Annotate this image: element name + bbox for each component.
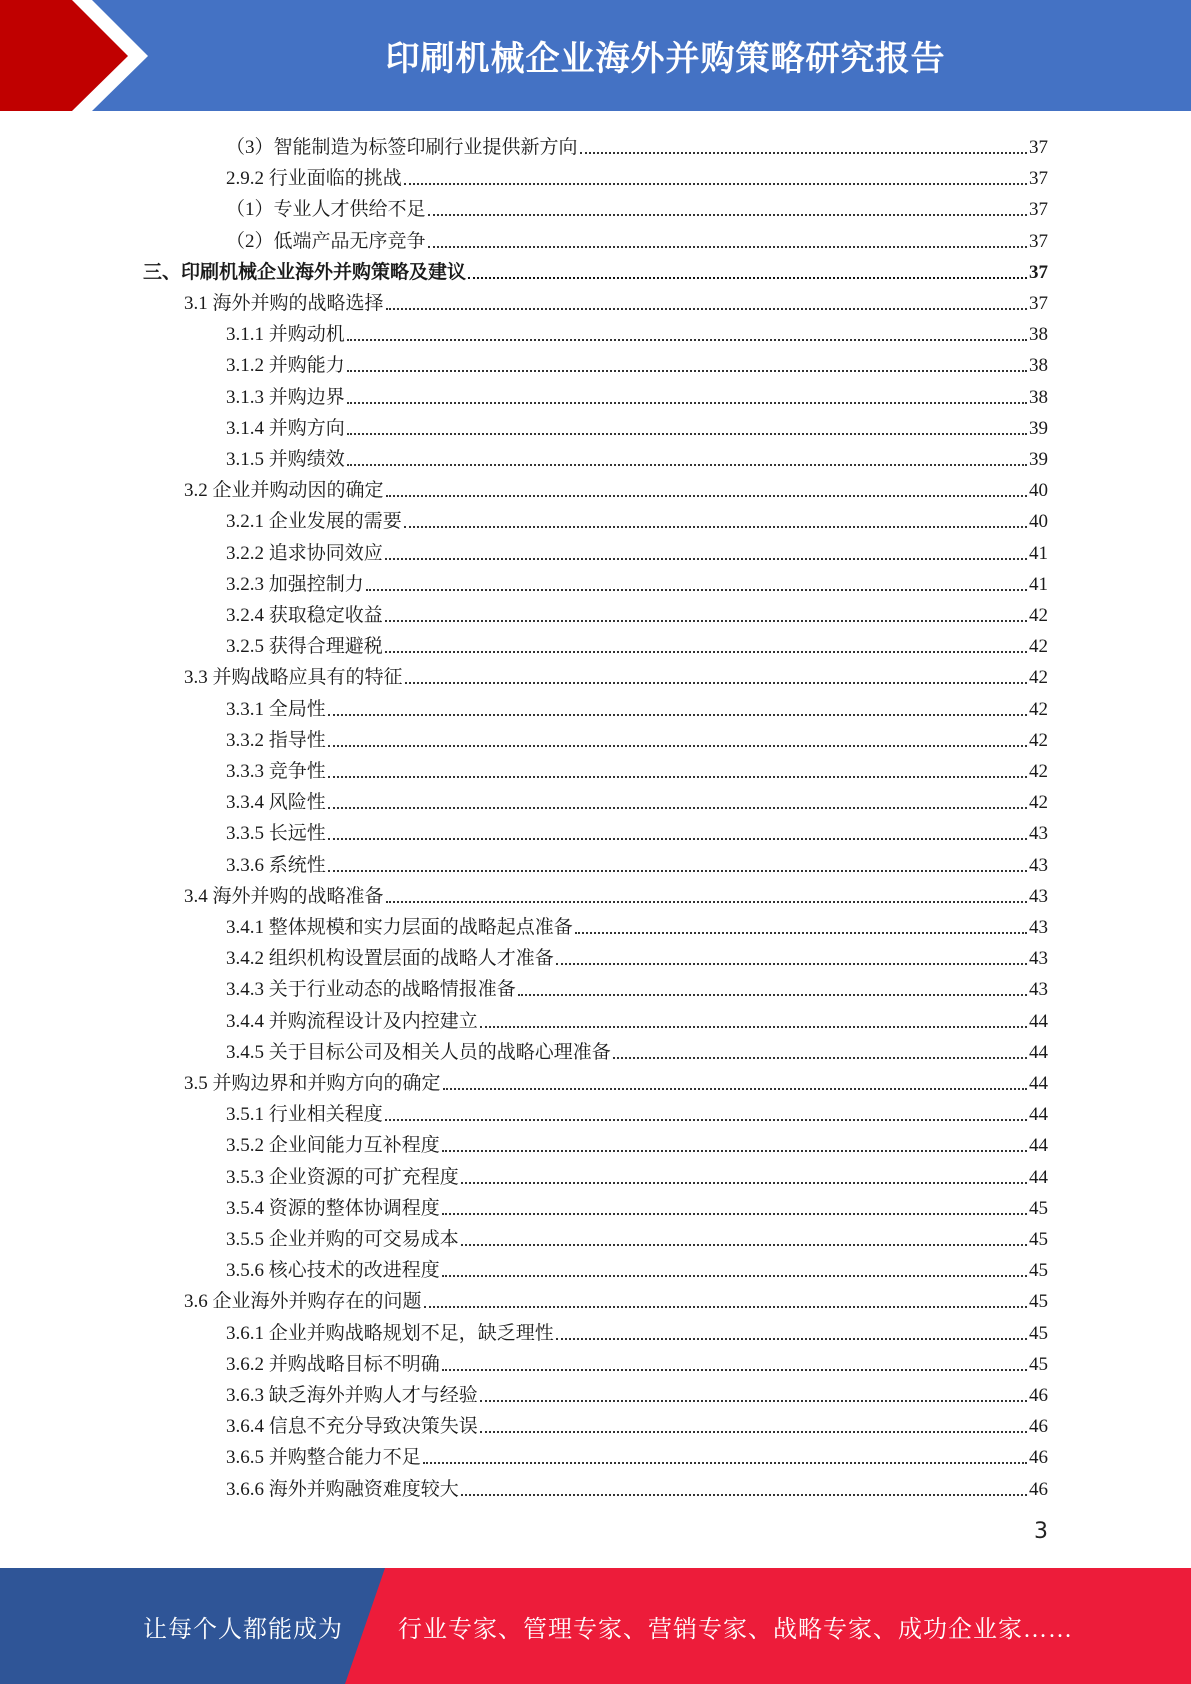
- toc-entry-title: 3.3.3 竞争性: [226, 761, 326, 782]
- toc-entry-page: 46: [1029, 1478, 1048, 1500]
- toc-entry[interactable]: [226, 565, 1048, 596]
- toc-entry[interactable]: [226, 1345, 1048, 1376]
- toc-dot-leader: [328, 745, 1027, 747]
- toc-entry-title: 3.3 并购战略应具有的特征: [184, 667, 403, 689]
- toc-dot-leader: [386, 308, 1027, 310]
- toc-entry-title: （2）低端产品无序竞争: [226, 230, 426, 252]
- toc-entry[interactable]: [184, 658, 1048, 689]
- toc-entry-page: 46: [1029, 1416, 1048, 1438]
- toc-entry[interactable]: [226, 970, 1048, 1001]
- toc-entry[interactable]: [226, 1407, 1048, 1438]
- toc-entry-title: 3.1 海外并购的战略选择: [184, 293, 384, 314]
- toc-entry-page: 41: [1029, 573, 1048, 595]
- toc-entry-title: 3.6.3 缺乏海外并购人才与经验: [226, 1385, 478, 1406]
- toc-dot-leader: [347, 433, 1027, 435]
- toc-entry-page: 45: [1029, 1197, 1048, 1219]
- toc-entry-page: 44: [1029, 1135, 1048, 1157]
- toc-entry-page: 38: [1029, 324, 1048, 346]
- toc-entry-title: 3.3.6 系统性: [226, 854, 326, 876]
- toc-entry[interactable]: [226, 814, 1048, 845]
- toc-entry[interactable]: [226, 1376, 1048, 1407]
- toc-entry-page: 42: [1029, 792, 1048, 814]
- toc-dot-leader: [556, 1338, 1027, 1340]
- toc-entry[interactable]: [226, 1033, 1048, 1064]
- toc-dot-leader: [461, 1182, 1027, 1184]
- toc-entry[interactable]: [226, 1220, 1048, 1251]
- toc-entry[interactable]: [226, 690, 1048, 721]
- toc-dot-leader: [424, 1306, 1027, 1308]
- toc-dot-leader: [347, 464, 1027, 466]
- toc-entry[interactable]: [184, 1064, 1048, 1095]
- toc-dot-leader: [480, 1431, 1027, 1433]
- toc-entry-page: 37: [1029, 230, 1048, 252]
- toc-entry-title: 3.4.2 组织机构设置层面的战略人才准备: [226, 948, 554, 970]
- toc-dot-leader: [385, 620, 1027, 622]
- toc-dot-leader: [428, 214, 1027, 216]
- toc-entry-page: 37: [1029, 168, 1048, 190]
- toc-entry[interactable]: [226, 939, 1048, 970]
- toc-entry-title: 3.4 海外并购的战略准备: [184, 885, 384, 907]
- toc-entry-title: 3.1.2 并购能力: [226, 355, 345, 377]
- toc-entry[interactable]: [226, 222, 1048, 253]
- toc-dot-leader: [442, 1369, 1027, 1371]
- toc-entry-page: 37: [1029, 137, 1048, 158]
- toc-entry[interactable]: [226, 1314, 1048, 1345]
- toc-entry-title: 3.1.4 并购方向: [226, 417, 345, 439]
- toc-dot-leader: [442, 1150, 1027, 1152]
- toc-entry[interactable]: [143, 253, 1048, 284]
- toc-entry-page: 43: [1029, 917, 1048, 938]
- footer-slogan-right: 行业专家、管理专家、营销专家、战略专家、成功企业家……: [398, 1616, 1073, 1643]
- toc-entry-title: 3.5.5 企业并购的可交易成本: [226, 1229, 459, 1250]
- toc-entry-title: 3.2.2 追求协同效应: [226, 542, 383, 564]
- toc-dot-leader: [468, 277, 1027, 279]
- toc-dot-leader: [518, 994, 1027, 996]
- toc-entry[interactable]: [226, 627, 1048, 658]
- toc-dot-leader: [385, 1119, 1027, 1121]
- toc-entry[interactable]: [226, 1470, 1048, 1501]
- toc-entry-page: 43: [1029, 885, 1048, 907]
- toc-dot-leader: [461, 1244, 1027, 1246]
- toc-entry[interactable]: [226, 315, 1048, 346]
- toc-entry-title: 3.2 企业并购动因的确定: [184, 480, 384, 502]
- toc-entry[interactable]: [226, 159, 1048, 190]
- toc-entry-title: 三、印刷机械企业海外并购策略及建议: [143, 261, 467, 283]
- toc-entry-title: 3.2.3 加强控制力: [226, 573, 364, 595]
- toc-entry-title: 3.2.5 获得合理避税: [226, 636, 383, 658]
- toc-dot-leader: [385, 651, 1027, 653]
- toc-entry[interactable]: [226, 440, 1048, 471]
- toc-entry-title: 3.3.2 指导性: [226, 729, 326, 751]
- toc-entry-title: 3.4.5 关于目标公司及相关人员的战略心理准备: [226, 1041, 611, 1063]
- toc-entry-page: 44: [1029, 1104, 1048, 1126]
- toc-entry-page: 42: [1029, 729, 1048, 751]
- toc-entry[interactable]: [226, 346, 1048, 377]
- toc-dot-leader: [328, 838, 1027, 840]
- toc-dot-leader: [386, 495, 1027, 497]
- toc-entry[interactable]: [226, 752, 1048, 783]
- toc-dot-leader: [443, 1088, 1027, 1090]
- toc-entry-page: 42: [1029, 698, 1048, 720]
- toc-entry[interactable]: [184, 284, 1048, 315]
- footer-slogan-left: 让每个人都能成为: [143, 1616, 343, 1643]
- page-footer: [0, 1568, 1191, 1684]
- toc-entry-page: 45: [1029, 1260, 1048, 1282]
- toc-entry-title: （3）智能制造为标签印刷行业提供新方向: [226, 137, 578, 158]
- toc-entry-title: 3.4.1 整体规模和实力层面的战略起点准备: [226, 917, 573, 938]
- toc-entry-title: 3.1.1 并购动机: [226, 324, 345, 346]
- toc-entry-title: 3.4.3 关于行业动态的战略情报准备: [226, 979, 516, 1001]
- toc-entry-title: 3.2.4 获取稳定收益: [226, 605, 383, 626]
- toc-dot-leader: [328, 807, 1027, 809]
- toc-entry[interactable]: [226, 846, 1048, 877]
- toc-dot-leader: [480, 1400, 1027, 1402]
- toc-entry[interactable]: [226, 502, 1048, 533]
- toc-entry[interactable]: [226, 409, 1048, 440]
- toc-entry[interactable]: [184, 1282, 1048, 1313]
- toc-entry-page: 44: [1029, 1166, 1048, 1188]
- toc-entry-title: （1）专业人才供给不足: [226, 199, 426, 221]
- toc-entry-page: 39: [1029, 449, 1048, 470]
- toc-entry-page: 42: [1029, 605, 1048, 626]
- toc-entry[interactable]: [184, 877, 1048, 908]
- toc-entry-page: 40: [1029, 480, 1048, 502]
- toc-entry-title: 3.6.6 海外并购融资难度较大: [226, 1478, 459, 1500]
- toc-entry[interactable]: [226, 1438, 1048, 1469]
- toc-entry-page: 42: [1029, 761, 1048, 782]
- toc-entry-title: 3.3.5 长远性: [226, 823, 326, 845]
- toc-entry-page: 39: [1029, 417, 1048, 439]
- toc-entry-page: 43: [1029, 823, 1048, 845]
- toc-entry-title: 3.5.2 企业间能力互补程度: [226, 1135, 440, 1157]
- toc-dot-leader: [347, 370, 1027, 372]
- toc-entry-title: 3.5.3 企业资源的可扩充程度: [226, 1166, 459, 1188]
- toc-entry-page: 42: [1029, 636, 1048, 658]
- toc-dot-leader: [405, 682, 1027, 684]
- toc-entry-title: 3.5.1 行业相关程度: [226, 1104, 383, 1126]
- toc-entry[interactable]: [226, 1189, 1048, 1220]
- toc-entry-title: 3.6.1 企业并购战略规划不足，缺乏理性: [226, 1322, 554, 1344]
- toc-dot-leader: [404, 526, 1027, 528]
- toc-dot-leader: [580, 152, 1027, 154]
- toc-entry[interactable]: [226, 378, 1048, 409]
- toc-entry-title: 3.6.5 并购整合能力不足: [226, 1447, 421, 1469]
- toc-entry-page: 45: [1029, 1291, 1048, 1313]
- toc-dot-leader: [556, 963, 1027, 965]
- toc-entry[interactable]: [226, 783, 1048, 814]
- toc-dot-leader: [442, 1213, 1027, 1215]
- toc-entry[interactable]: [226, 534, 1048, 565]
- toc-entry-page: 41: [1029, 542, 1048, 564]
- toc-entry-title: 3.1.3 并购边界: [226, 386, 345, 408]
- toc-dot-leader: [404, 183, 1027, 185]
- toc-entry[interactable]: [226, 596, 1048, 627]
- toc-entry-page: 43: [1029, 854, 1048, 876]
- toc-dot-leader: [386, 901, 1027, 903]
- toc-dot-leader: [385, 558, 1027, 560]
- toc-entry-page: 45: [1029, 1229, 1048, 1250]
- toc-entry-title: 3.5 并购边界和并购方向的确定: [184, 1073, 441, 1094]
- toc-entry-page: 45: [1029, 1353, 1048, 1375]
- toc-entry-page: 37: [1029, 293, 1048, 314]
- toc-dot-leader: [613, 1057, 1027, 1059]
- toc-entry-title: 3.5.4 资源的整体协调程度: [226, 1197, 440, 1219]
- toc-dot-leader: [347, 402, 1027, 404]
- toc-dot-leader: [480, 1026, 1027, 1028]
- toc-entry[interactable]: [226, 721, 1048, 752]
- toc-dot-leader: [575, 932, 1027, 934]
- toc-entry[interactable]: [226, 1158, 1048, 1189]
- toc-entry-page: 37: [1029, 199, 1048, 221]
- toc-entry-page: 46: [1029, 1447, 1048, 1469]
- toc-entry[interactable]: [184, 471, 1048, 502]
- toc-entry-page: 44: [1029, 1041, 1048, 1063]
- toc-entry-title: 3.6 企业海外并购存在的问题: [184, 1291, 422, 1313]
- toc-entry[interactable]: [226, 1126, 1048, 1157]
- toc-entry-page: 46: [1029, 1385, 1048, 1406]
- toc-entry-title: 3.3.4 风险性: [226, 792, 326, 814]
- toc-dot-leader: [461, 1494, 1027, 1496]
- toc-entry-title: 3.5.6 核心技术的改进程度: [226, 1260, 440, 1282]
- toc-entry-page: 37: [1029, 261, 1048, 283]
- toc-entry-title: 3.3.1 全局性: [226, 698, 326, 720]
- toc-entry[interactable]: [226, 1002, 1048, 1033]
- toc-entry-title: 3.1.5 并购绩效: [226, 449, 345, 470]
- toc-entry[interactable]: [226, 190, 1048, 221]
- toc-entry-page: 38: [1029, 386, 1048, 408]
- toc-dot-leader: [366, 589, 1027, 591]
- toc-dot-leader: [328, 714, 1027, 716]
- page-header: [0, 0, 1191, 111]
- toc-entry-page: 45: [1029, 1322, 1048, 1344]
- toc-entry-title: 3.6.2 并购战略目标不明确: [226, 1353, 440, 1375]
- toc-entry-page: 43: [1029, 948, 1048, 970]
- toc-entry[interactable]: [226, 908, 1048, 939]
- toc-entry-page: 38: [1029, 355, 1048, 377]
- page-number: 3: [1034, 1519, 1048, 1544]
- toc-entry-title: 3.4.4 并购流程设计及内控建立: [226, 1010, 478, 1032]
- toc-entry-page: 44: [1029, 1010, 1048, 1032]
- toc-dot-leader: [428, 246, 1027, 248]
- toc-dot-leader: [442, 1275, 1027, 1277]
- toc-dot-leader: [347, 339, 1027, 341]
- toc-dot-leader: [328, 870, 1027, 872]
- report-title: 印刷机械企业海外并购策略研究报告: [385, 39, 946, 79]
- toc-entry-title: 3.2.1 企业发展的需要: [226, 511, 402, 533]
- toc-entry[interactable]: [226, 128, 1048, 159]
- toc-entry-page: 43: [1029, 979, 1048, 1001]
- toc-entry[interactable]: [226, 1095, 1048, 1126]
- toc-entry-page: 44: [1029, 1073, 1048, 1094]
- toc-entry-title: 2.9.2 行业面临的挑战: [226, 168, 402, 190]
- toc-entry[interactable]: [226, 1251, 1048, 1282]
- toc-entry-title: 3.6.4 信息不充分导致决策失误: [226, 1416, 478, 1438]
- toc-dot-leader: [328, 776, 1027, 778]
- toc-entry-page: 40: [1029, 511, 1048, 533]
- toc-entry-page: 42: [1029, 667, 1048, 689]
- toc-dot-leader: [423, 1462, 1027, 1464]
